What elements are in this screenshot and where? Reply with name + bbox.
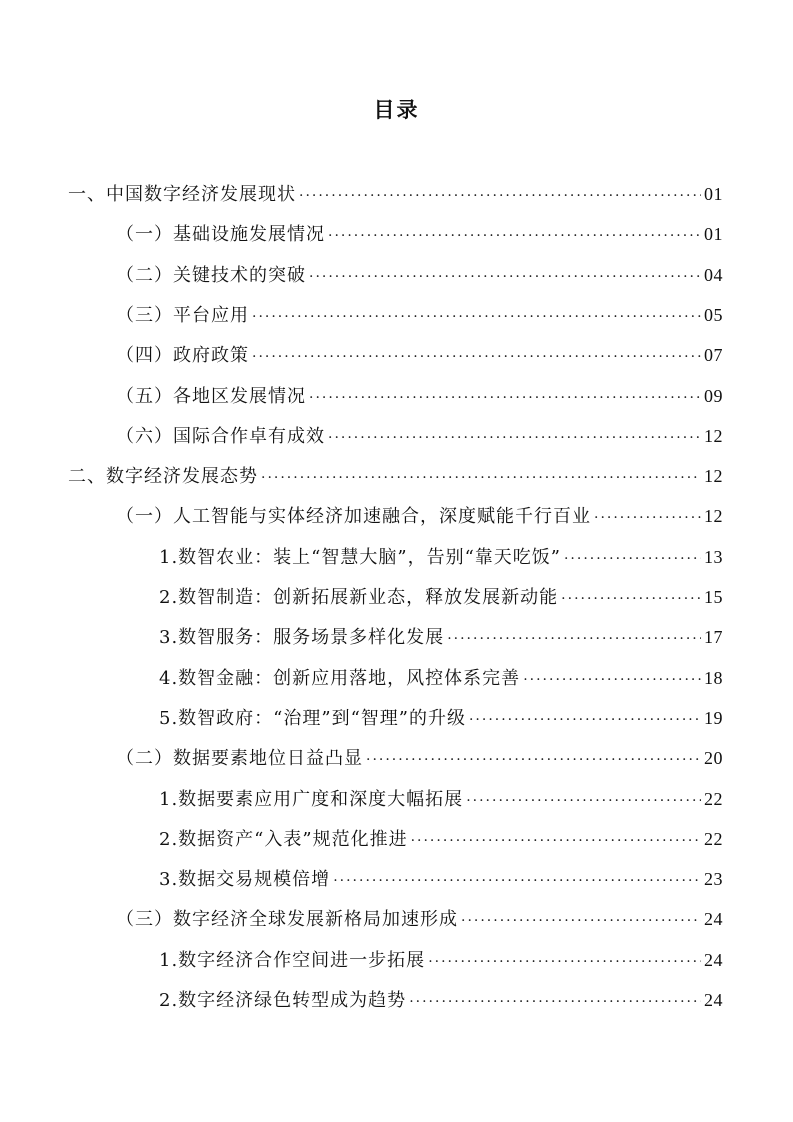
- toc-dot-leader: [299, 176, 701, 216]
- toc-entry-label: 5.数智政府：“治理”到“智理”的升级: [159, 707, 466, 729]
- toc-entry-page-number: 05: [704, 304, 723, 325]
- toc-entry[interactable]: [159, 940, 723, 980]
- toc-dot-leader: [564, 539, 701, 579]
- toc-entry-label: 2.数智制造：创新拓展新业态，释放发展新动能: [159, 587, 559, 608]
- toc-entry-label: （一）基础设施发展情况: [116, 224, 325, 246]
- toc-entry-label: 2.数字经济绿色转型成为趋势: [159, 990, 407, 1011]
- toc-entry-label: （三）数字经济全球发展新格局加速形成: [116, 909, 458, 931]
- toc-entry[interactable]: [68, 456, 723, 496]
- toc-entry-page-number: 12: [704, 466, 723, 487]
- toc-entry[interactable]: [159, 980, 723, 1020]
- toc-dot-leader: [523, 660, 701, 700]
- toc-dot-leader: [461, 901, 701, 941]
- toc-dot-leader: [469, 700, 701, 740]
- toc-entry[interactable]: [116, 376, 723, 416]
- toc-entry-label: （四）政府政策: [116, 345, 249, 367]
- toc-entry-page-number: 24: [704, 949, 723, 970]
- toc-entry-page-number: 07: [704, 345, 723, 366]
- toc-dot-leader: [309, 257, 701, 297]
- toc-entry-label: 3.数据交易规模倍增: [159, 869, 331, 891]
- toc-entry-page-number: 18: [704, 667, 723, 688]
- toc-entry-label: （六）国际合作卓有成效: [116, 425, 325, 447]
- toc-title: 目录: [373, 98, 420, 122]
- toc-entry-label: 2.数据资产“入表”规范化推进: [159, 828, 408, 850]
- toc-entry[interactable]: [116, 255, 723, 295]
- toc-entry[interactable]: [68, 174, 723, 214]
- toc-entry[interactable]: [159, 859, 723, 899]
- toc-dot-leader: [333, 861, 701, 901]
- toc-dot-leader: [252, 337, 701, 377]
- toc-entry-page-number: 24: [704, 990, 723, 1010]
- toc-entry-label: 3.数智服务：服务场景多样化发展: [159, 627, 445, 649]
- toc-entry[interactable]: [116, 214, 723, 254]
- toc-entry-page-number: 23: [704, 869, 723, 890]
- toc-entry[interactable]: [159, 698, 723, 738]
- toc-entry[interactable]: [116, 295, 723, 335]
- toc-dot-leader: [328, 418, 701, 458]
- toc-entry-page-number: 04: [704, 264, 723, 285]
- toc-dot-leader: [428, 942, 701, 982]
- toc-entry-label: 一、中国数字经济发展现状: [68, 184, 296, 205]
- toc-entry[interactable]: [159, 617, 723, 657]
- toc-entry-page-number: 13: [704, 546, 723, 567]
- toc-entry-page-number: 22: [704, 828, 723, 849]
- toc-entry-page-number: 17: [704, 627, 723, 648]
- toc-entry-label: （五）各地区发展情况: [116, 385, 306, 407]
- toc-entry-label: 1.数字经济合作空间进一步拓展: [159, 949, 426, 971]
- toc-entry-label: （二）数据要素地位日益凸显: [116, 748, 363, 770]
- toc-dot-leader: [561, 579, 701, 619]
- toc-entry[interactable]: [159, 819, 723, 859]
- toc-entry-page-number: 22: [704, 788, 723, 809]
- toc-entry-page-number: 12: [704, 506, 723, 527]
- toc-dot-leader: [261, 458, 701, 498]
- toc-entry[interactable]: [159, 658, 723, 698]
- toc-dot-leader: [328, 216, 701, 256]
- toc-entry[interactable]: [116, 416, 723, 456]
- toc-entry-page-number: 09: [704, 385, 723, 406]
- toc-dot-leader: [466, 781, 701, 821]
- toc-entry[interactable]: [159, 779, 723, 819]
- toc-entry-label: （三）平台应用: [116, 304, 249, 326]
- toc-entry-label: 4.数智金融：创新应用落地，风控体系完善: [159, 667, 521, 689]
- toc-entry-page-number: 24: [704, 909, 723, 930]
- toc-entry-page-number: 01: [704, 184, 723, 204]
- toc-entry-page-number: 12: [704, 425, 723, 446]
- toc-entry-page-number: 20: [704, 748, 723, 769]
- toc-entry[interactable]: [116, 899, 723, 939]
- toc-entry[interactable]: [159, 577, 723, 617]
- toc-dot-leader: [366, 740, 701, 780]
- toc-entry-label: 二、数字经济发展态势: [68, 466, 258, 488]
- toc-entry-label: （二）关键技术的突破: [116, 264, 306, 286]
- toc-dot-leader: [447, 619, 701, 659]
- toc-entry-label: 1.数据要素应用广度和深度大幅拓展: [159, 788, 464, 810]
- toc-entry-page-number: 01: [704, 224, 723, 245]
- toc-entry[interactable]: [116, 738, 723, 778]
- toc-dot-leader: [594, 498, 701, 538]
- toc-entry[interactable]: [116, 335, 723, 375]
- toc-entry[interactable]: [159, 537, 723, 577]
- toc-entry-label: （一）人工智能与实体经济加速融合，深度赋能千行百业: [116, 506, 591, 528]
- toc-dot-leader: [411, 821, 701, 861]
- toc-entry-label: 1.数智农业：装上“智慧大脑”，告别“靠天吃饭”: [159, 546, 561, 568]
- toc-entry[interactable]: [116, 496, 723, 536]
- toc-entry-page-number: 15: [704, 587, 723, 607]
- toc-dot-leader: [409, 982, 701, 1022]
- toc-dot-leader: [252, 297, 701, 337]
- toc-dot-leader: [309, 378, 701, 418]
- toc-entry-page-number: 19: [704, 707, 723, 728]
